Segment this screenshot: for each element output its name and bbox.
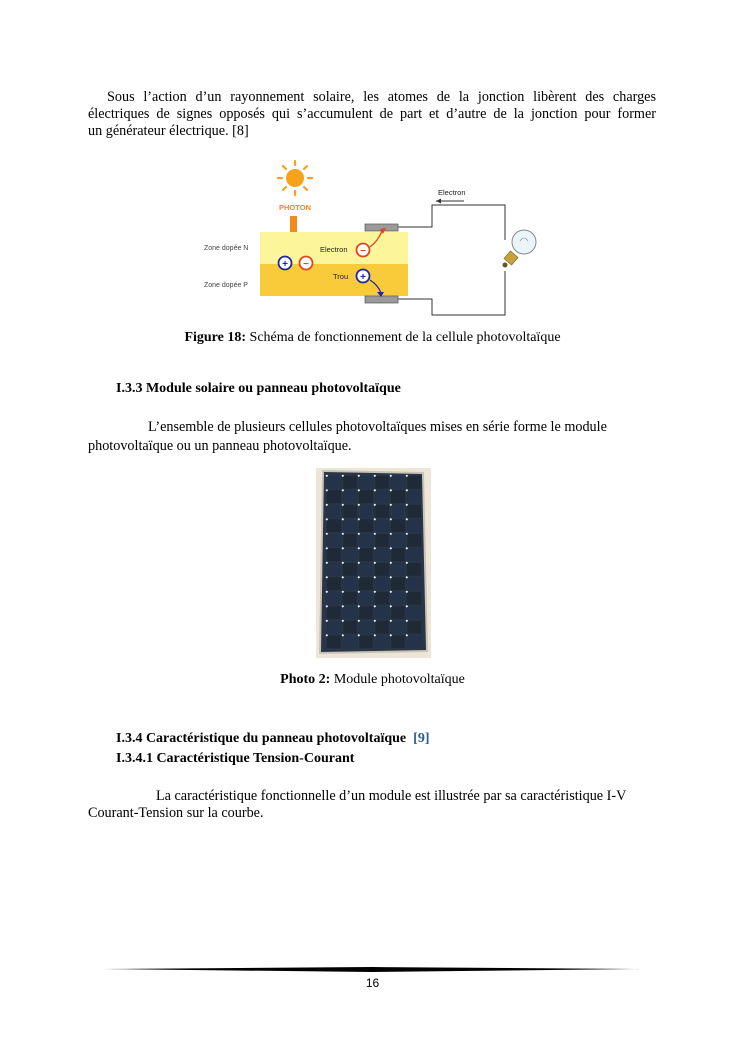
panel-cell	[359, 621, 373, 634]
panel-cell	[375, 534, 389, 547]
hole-charge-moving	[357, 270, 370, 284]
section-134-heading-text: I.3.4 Caractéristique du panneau photovoltaïque	[116, 731, 407, 746]
panel-cell	[343, 548, 357, 561]
panel-cell	[327, 476, 341, 489]
section-133-line-2: photovoltaïque ou un panneau photovoltaïque.	[88, 438, 352, 454]
panel-cell	[359, 476, 373, 489]
panel-cell-corner	[358, 533, 360, 535]
section-1341-heading: I.3.4.1 Caractéristique Tension-Courant	[116, 751, 355, 766]
panel-cell	[327, 519, 341, 532]
section-133-paragraph	[88, 419, 656, 455]
panel-cell	[375, 577, 389, 590]
solar-panel-photo	[316, 468, 431, 658]
panel-cell-corner	[358, 562, 360, 564]
panel-cell-corner	[390, 504, 392, 506]
zone-p-label: Zone dopée P	[204, 282, 248, 289]
panel-cell-corner	[390, 489, 392, 491]
panel-cell-corner	[390, 605, 392, 607]
panel-cell	[391, 505, 405, 518]
panel-cell-corner	[374, 605, 376, 607]
panel-cell	[343, 621, 357, 634]
panel-cell-corner	[390, 591, 392, 593]
panel-cell	[407, 577, 421, 590]
panel-cell	[407, 621, 421, 634]
panel-cell-corner	[342, 562, 344, 564]
panel-cell	[407, 505, 421, 518]
panel-cell	[343, 505, 357, 518]
panel-cell-corner	[406, 605, 408, 607]
panel-cell-corner	[342, 634, 344, 636]
panel-cell	[343, 563, 357, 576]
panel-cell-corner	[342, 475, 344, 477]
panel-cell	[343, 519, 357, 532]
electron-flow-arrow	[436, 199, 464, 204]
light-bulb-icon	[503, 230, 537, 268]
panel-cell	[359, 490, 373, 503]
panel-cell-corner	[342, 533, 344, 535]
section-1341-line-1: La caractéristique fonctionnelle d’un module est illustrée par sa caractéristique I-V	[156, 788, 627, 804]
bottom-electrode	[365, 296, 398, 303]
panel-cell	[327, 505, 341, 518]
panel-cell	[375, 505, 389, 518]
panel-cell-corner	[342, 605, 344, 607]
photon-label: PHOTON	[279, 203, 311, 212]
section-134-reference[interactable]: [9]	[413, 731, 430, 746]
panel-cell-corner	[358, 634, 360, 636]
panel-cell-corner	[406, 518, 408, 520]
panel-cell	[407, 635, 421, 648]
panel-cell-corner	[326, 547, 328, 549]
panel-cell-corner	[374, 533, 376, 535]
panel-cell	[391, 635, 405, 648]
photo-2-caption	[0, 672, 745, 688]
panel-cell	[359, 577, 373, 590]
svg-text:−: −	[360, 246, 366, 257]
panel-cell	[359, 563, 373, 576]
panel-cell	[375, 621, 389, 634]
panel-cell-corner	[374, 620, 376, 622]
panel-cell	[359, 519, 373, 532]
trou-label: Trou	[333, 272, 349, 281]
panel-cell	[327, 548, 341, 561]
panel-cell-corner	[342, 591, 344, 593]
panel-cell	[391, 548, 405, 561]
panel-cell-corner	[406, 591, 408, 593]
panel-cell-corner	[390, 634, 392, 636]
panel-cell	[407, 606, 421, 619]
panel-cell	[343, 577, 357, 590]
sun-icon	[278, 161, 312, 195]
panel-cell-corner	[326, 605, 328, 607]
panel-cell-corner	[374, 489, 376, 491]
intro-line-3: un générateur électrique. [8]	[88, 123, 249, 139]
panel-cell-corner	[358, 475, 360, 477]
panel-cell-corner	[358, 547, 360, 549]
electron-charge	[300, 257, 313, 271]
panel-cell	[327, 635, 341, 648]
panel-cell	[407, 519, 421, 532]
panel-cell	[327, 563, 341, 576]
panel-cell-corner	[374, 475, 376, 477]
section-134-heading	[116, 731, 429, 747]
panel-cell-corner	[342, 489, 344, 491]
panel-cell	[375, 606, 389, 619]
panel-cell-corner	[326, 620, 328, 622]
panel-cell-corner	[342, 576, 344, 578]
panel-cell	[327, 606, 341, 619]
panel-cell	[391, 621, 405, 634]
panel-cell	[327, 621, 341, 634]
panel-cell-corner	[390, 562, 392, 564]
panel-cell-corner	[374, 504, 376, 506]
panel-cell-corner	[326, 489, 328, 491]
panel-cell	[359, 606, 373, 619]
panel-cell	[375, 476, 389, 489]
panel-cell-corner	[374, 547, 376, 549]
svg-text:−: −	[303, 259, 309, 270]
panel-cell-corner	[326, 634, 328, 636]
panel-cell	[343, 592, 357, 605]
panel-cell	[343, 534, 357, 547]
panel-cell	[375, 592, 389, 605]
panel-cell	[407, 476, 421, 489]
panel-cell	[359, 534, 373, 547]
electron-charge-moving	[357, 244, 370, 258]
panel-cell-corner	[390, 576, 392, 578]
panel-cell-corner	[358, 605, 360, 607]
panel-cell-corner	[358, 489, 360, 491]
panel-cell-corner	[406, 489, 408, 491]
panel-cell-corner	[326, 576, 328, 578]
panel-cell-corner	[358, 576, 360, 578]
panel-cell-corner	[406, 533, 408, 535]
panel-cell	[343, 606, 357, 619]
panel-cell-corner	[358, 620, 360, 622]
figure-18-caption-label: Figure 18:	[184, 330, 247, 345]
panel-cell-corner	[390, 533, 392, 535]
panel-cell-corner	[374, 562, 376, 564]
panel-cell-corner	[342, 547, 344, 549]
photovoltaic-cell-diagram	[200, 155, 540, 320]
panel-cell	[327, 490, 341, 503]
section-133-heading: I.3.3 Module solaire ou panneau photovoltaïque	[116, 381, 401, 396]
panel-cell	[375, 490, 389, 503]
panel-cell-corner	[390, 518, 392, 520]
electron-wire-label: Electron	[438, 188, 466, 197]
panel-cell	[407, 548, 421, 561]
panel-cell-corner	[326, 504, 328, 506]
figure-18-caption	[0, 330, 745, 346]
page-number: 16	[365, 976, 380, 990]
panel-cell-corner	[406, 504, 408, 506]
svg-text:+: +	[282, 259, 288, 270]
panel-cell	[359, 505, 373, 518]
panel-cell	[407, 534, 421, 547]
panel-cell-corner	[374, 591, 376, 593]
panel-cell	[375, 563, 389, 576]
section-1341-line-2: Courant-Tension sur la courbe.	[88, 805, 264, 821]
panel-cell-corner	[406, 475, 408, 477]
circuit-wire-return	[398, 271, 505, 315]
panel-cell	[375, 548, 389, 561]
section-1341-paragraph	[88, 788, 658, 822]
panel-cell	[391, 577, 405, 590]
panel-cell	[391, 592, 405, 605]
panel-cell	[343, 490, 357, 503]
zone-n-label: Zone dopée N	[204, 245, 249, 252]
panel-cell-corner	[342, 504, 344, 506]
panel-cell-corner	[390, 547, 392, 549]
panel-cell	[359, 592, 373, 605]
intro-line-2: électriques de signes opposés qui s’accumulent de part et d’autre de la jonction pour former	[88, 106, 656, 122]
panel-cell-corner	[406, 634, 408, 636]
panel-cell	[391, 490, 405, 503]
panel-cell-corner	[406, 620, 408, 622]
panel-cell-corner	[390, 620, 392, 622]
panel-cell-corner	[326, 475, 328, 477]
footer-rule	[103, 967, 641, 972]
electron-label: Electron	[320, 245, 348, 254]
panel-cell-corner	[390, 475, 392, 477]
hole-charge	[279, 257, 292, 271]
panel-cell	[391, 476, 405, 489]
panel-cell	[375, 519, 389, 532]
panel-cell-corner	[358, 591, 360, 593]
panel-cell	[391, 534, 405, 547]
panel-cell	[375, 635, 389, 648]
panel-cell	[327, 577, 341, 590]
panel-cell	[343, 476, 357, 489]
intro-line-1: Sous l’action d’un rayonnement solaire, les atomes de la jonction libèrent des charges	[107, 89, 656, 105]
panel-cell-corner	[326, 562, 328, 564]
photo-2-caption-text: Module photovoltaïque	[330, 672, 465, 687]
panel-cell	[343, 635, 357, 648]
panel-cell-corner	[358, 518, 360, 520]
panel-cell-corner	[374, 518, 376, 520]
panel-cell-corner	[406, 547, 408, 549]
circuit-wire	[398, 205, 505, 240]
panel-cell-corner	[342, 620, 344, 622]
panel-cell-corner	[326, 591, 328, 593]
section-133-line-1: L’ensemble de plusieurs cellules photovoltaïques mises en série forme le module	[148, 419, 607, 435]
panel-cell-corner	[326, 518, 328, 520]
intro-paragraph	[88, 89, 656, 140]
panel-cell-corner	[374, 576, 376, 578]
panel-cell	[407, 563, 421, 576]
panel-cell-corner	[358, 504, 360, 506]
panel-cell	[359, 548, 373, 561]
panel-cell-corner	[326, 533, 328, 535]
photo-2-caption-label: Photo 2:	[280, 672, 331, 687]
panel-cell	[327, 592, 341, 605]
panel-cell-corner	[374, 634, 376, 636]
panel-cell	[407, 592, 421, 605]
panel-cell	[327, 534, 341, 547]
panel-cell-corner	[406, 562, 408, 564]
panel-cell-corner	[406, 576, 408, 578]
figure-18-caption-text: Schéma de fonctionnement de la cellule photovoltaïque	[246, 330, 561, 345]
panel-cell-corner	[342, 518, 344, 520]
panel-cell	[391, 606, 405, 619]
panel-cell	[407, 490, 421, 503]
panel-cell	[359, 635, 373, 648]
svg-text:+: +	[360, 272, 366, 283]
panel-cell	[391, 563, 405, 576]
panel-cell	[391, 519, 405, 532]
